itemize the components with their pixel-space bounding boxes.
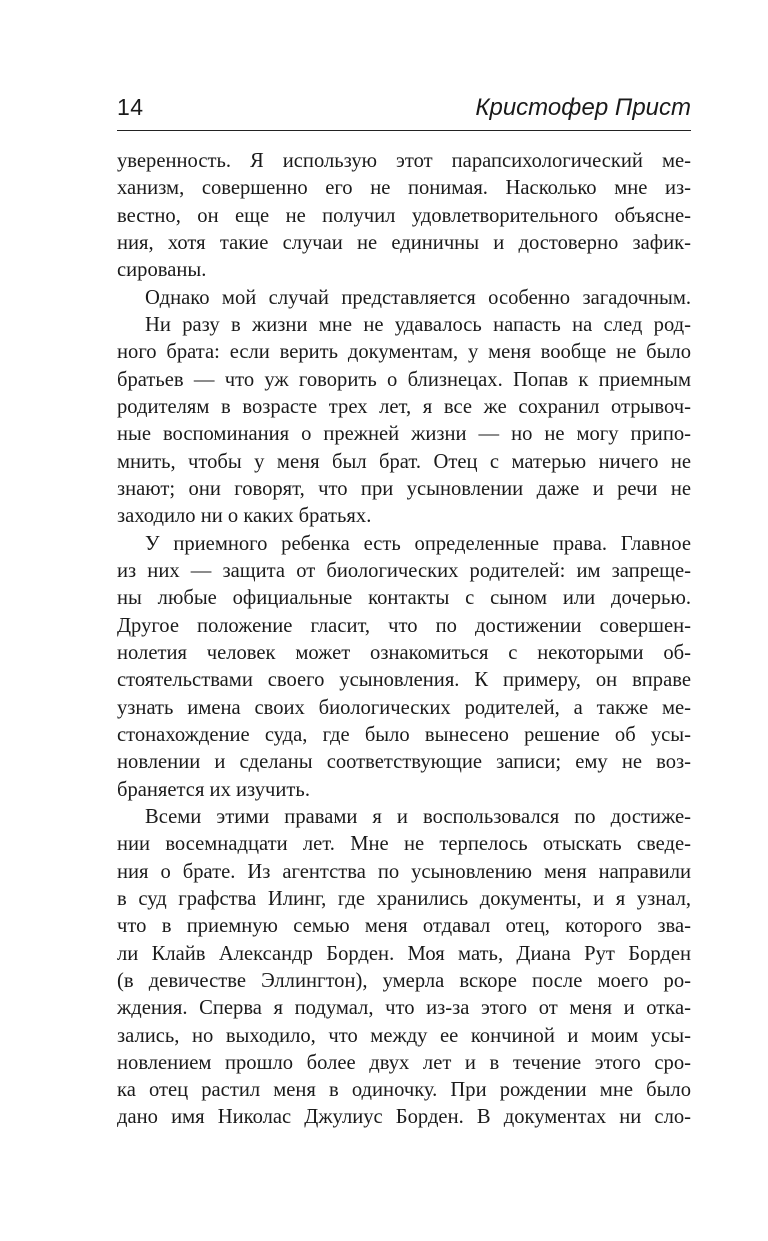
text-line: ного брата: если верить документам, у меня вообще не было (117, 341, 691, 364)
body-text (117, 148, 691, 1132)
text-line: уверенность. Я использую этот парапсихологический ме- (117, 150, 691, 172)
text-line: Всеми этими правами я и воспользовался по достиже- (145, 805, 691, 828)
text-line: братьев — что уж говорить о близнецах. Попав к приемным (117, 368, 691, 391)
text-line: узнать имена своих биологических родителей, а также ме- (117, 696, 691, 719)
text-line: ханизм, совершенно его не понимая. Насколько мне из- (117, 177, 691, 200)
text-line: нолетия человек может ознакомиться с некоторыми об- (117, 641, 691, 664)
text-line: заходило ни о каких братьях. (117, 505, 372, 528)
page-header (117, 92, 691, 131)
text-line: ния, хотя такие случаи не единичны и достоверно зафик- (117, 231, 691, 254)
text-line: ждения. Сперва я подумал, что из-за этого от меня и отка- (117, 997, 691, 1020)
text-line: ные воспоминания о прежней жизни — но не могу припо- (117, 423, 691, 446)
page-number: 14 (117, 94, 144, 120)
text-line: Другое положение гласит, что по достижении совершен- (117, 614, 691, 637)
text-line: новлении и сделаны соответствующие записи; ему не воз- (117, 751, 691, 774)
text-line: Ни разу в жизни мне не удавалось напасть на след род- (145, 313, 691, 336)
text-line: из них — защита от биологических родителей: им запреще- (117, 559, 691, 582)
text-line: нии восемнадцати лет. Мне не терпелось отыскать сведе- (117, 833, 691, 856)
text-line: Однако мой случай представляется особенно загадочным. (145, 286, 691, 309)
text-line: стонахождение суда, где было вынесено решение об усы- (117, 723, 691, 746)
text-line: родителям в возрасте трех лет, я все же сохранил отрывоч- (117, 395, 691, 418)
text-line: зались, но выходило, что между ее кончиной и моим усы- (117, 1024, 691, 1047)
text-line: новлением прошло более двух лет и в течение этого сро- (117, 1051, 691, 1074)
running-head-author: Кристофер Прист (475, 94, 691, 121)
text-line: сированы. (117, 259, 207, 282)
text-line: дано имя Николас Джулиус Борден. В документах ни сло- (117, 1106, 691, 1129)
text-line: (в девичестве Эллингтон), умерла вскоре после моего ро- (117, 969, 691, 992)
text-line: браняется их изучить. (117, 778, 310, 801)
text-line: стоятельствами своего усыновления. К примеру, он вправе (117, 669, 691, 692)
text-line: что в приемную семью меня отдавал отец, которого зва- (117, 915, 691, 938)
text-line: мнить, чтобы у меня был брат. Отец с матерью ничего не (117, 450, 691, 473)
text-line: вестно, он еще не получил удовлетворительного объясне- (117, 204, 691, 227)
text-line: знают; они говорят, что при усыновлении даже и речи не (117, 477, 691, 500)
text-line: в суд графства Илинг, где хранились документы, и я узнал, (117, 887, 691, 910)
text-line: ли Клайв Александр Борден. Моя мать, Диана Рут Борден (117, 942, 691, 965)
text-line: ка отец растил меня в одиночку. При рождении мне было (117, 1079, 691, 1102)
text-line: ния о брате. Из агентства по усыновлению меня направили (117, 860, 691, 883)
text-line: ны любые официальные контакты с сыном или дочерью. (117, 587, 691, 610)
text-line: У приемного ребенка есть определенные права. Главное (145, 532, 691, 555)
